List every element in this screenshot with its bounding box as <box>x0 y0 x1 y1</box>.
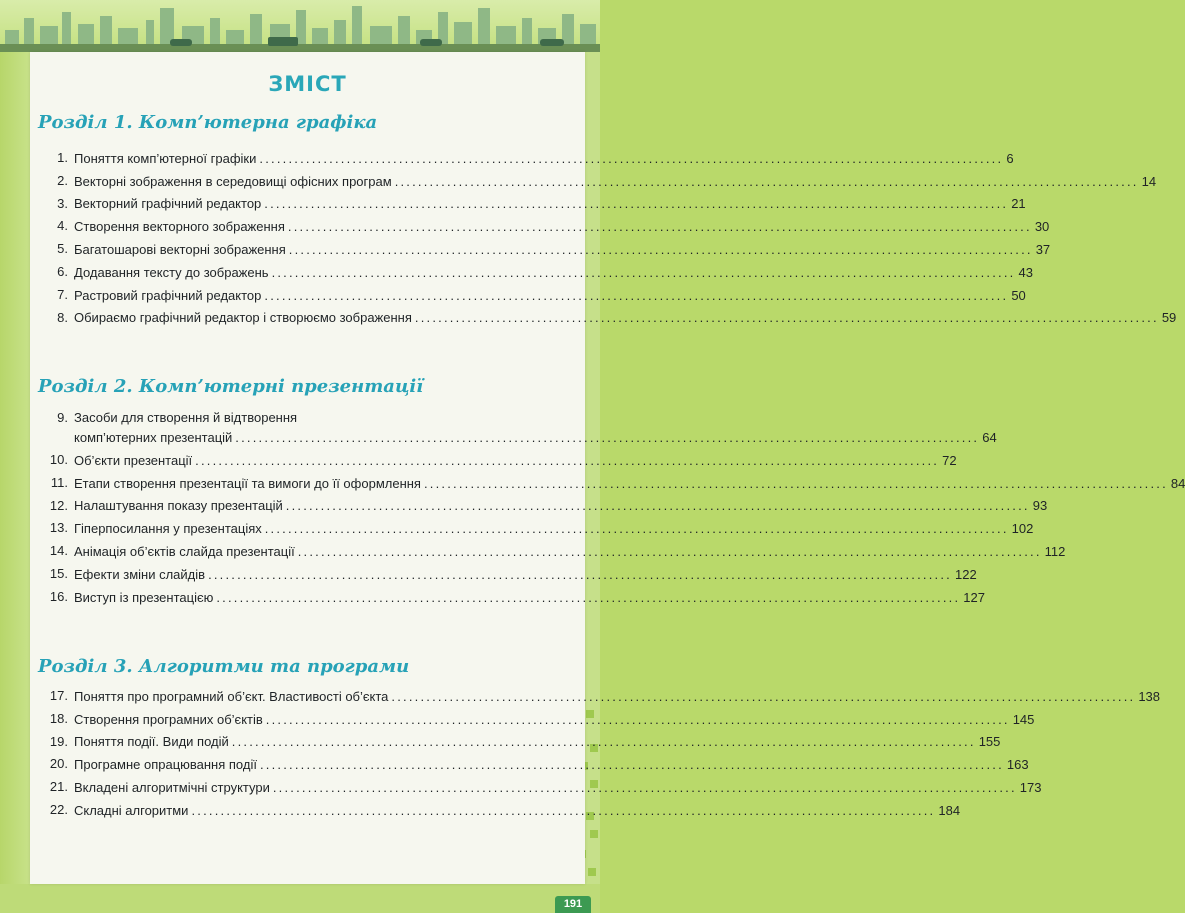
toc-entry-12[interactable] <box>44 495 1048 518</box>
entry-number: 19. <box>49 733 68 749</box>
section-1-list <box>44 147 1177 329</box>
entry-title: Етапи створення презентації та вимоги до її оформлення <box>74 475 421 491</box>
entry-title: Анімація об’єктів слайда презентації <box>74 543 295 559</box>
entry-page: 21 <box>1011 196 1026 212</box>
toc-entry-19[interactable] <box>44 731 1001 754</box>
entry-number: 10. <box>49 452 68 467</box>
entry-number: 14. <box>49 543 68 559</box>
entry-page: 93 <box>1032 498 1048 514</box>
entry-title: Створення векторного зображення <box>74 219 285 235</box>
entry-number: 7. <box>57 286 68 302</box>
entry-page: 127 <box>963 589 985 605</box>
entry-title: Гіперпосилання у презентаціях <box>74 521 262 537</box>
entry-title: Створення програмних об’єктів <box>74 711 263 727</box>
leader-dots: ................................................................................................................................ <box>259 757 1004 773</box>
entry-title: Налаштування показу презентацій <box>74 498 283 514</box>
leader-dots: ................................................................................................................................ <box>391 688 1136 704</box>
entry-page: 50 <box>1011 287 1026 303</box>
entry-number: 1. <box>57 150 68 165</box>
entry-number: 5. <box>57 241 68 257</box>
leader-dots: ................................................................................................................................ <box>423 475 1168 491</box>
entry-number: 13. <box>49 520 68 536</box>
entry-number: 18. <box>49 710 68 726</box>
entry-number: 6. <box>57 263 68 279</box>
entry-page: 59 <box>1161 310 1177 326</box>
entry-title: Багатошарові векторні зображення <box>74 241 286 257</box>
entry-title: Растровий графічний редактор <box>74 287 262 303</box>
entry-page: 122 <box>954 566 977 582</box>
entry-number: 22. <box>49 801 68 817</box>
entry-title: Векторний графічний редактор <box>74 196 262 212</box>
toc-entry-10[interactable] <box>44 449 957 472</box>
entry-page: 102 <box>1011 521 1034 537</box>
toc-entry-17[interactable] <box>44 685 1161 708</box>
leader-dots: ................................................................................................................................ <box>394 173 1139 189</box>
bottom-decorative-band <box>0 884 600 913</box>
entry-title: Поняття події. Види подій <box>74 734 229 750</box>
entry-title: комп’ютерних презентацій <box>74 430 233 445</box>
entry-number: 8. <box>57 309 68 325</box>
toc-entry-9[interactable] <box>44 407 997 449</box>
top-decorative-band <box>0 0 600 52</box>
page-title: ЗМІСТ <box>268 72 347 96</box>
entry-page: 163 <box>1006 757 1029 773</box>
entry-title: Ефекти зміни слайдів <box>74 566 206 582</box>
toc-entry-6[interactable] <box>44 261 1033 284</box>
entry-page: 173 <box>1019 779 1042 795</box>
leader-dots: ................................................................................................................................ <box>414 310 1159 326</box>
leader-dots: ................................................................................................................................ <box>264 521 1009 537</box>
page-number-badge: 191 <box>555 896 591 913</box>
toc-entry-8[interactable] <box>44 307 1177 330</box>
leader-dots: ................................................................................................................................ <box>265 711 1010 727</box>
toc-entry-5[interactable] <box>44 238 1051 261</box>
entry-number: 16. <box>49 588 68 604</box>
entry-title-line1: Засоби для створення й відтворення <box>74 410 298 425</box>
entry-number: 11. <box>50 474 68 490</box>
entry-page: 184 <box>938 802 961 818</box>
entry-number: 21. <box>49 779 68 795</box>
entry-number: 4. <box>57 218 68 234</box>
toc-entry-13[interactable] <box>44 517 1034 540</box>
city-skyline-illustration <box>0 0 600 52</box>
section-heading-3: Розділ 3. Алгоритми та програми <box>38 656 410 677</box>
entry-page: 64 <box>982 430 997 445</box>
entry-number: 17. <box>49 688 68 703</box>
entry-title: Поняття комп’ютерної графіки <box>74 150 257 166</box>
leader-dots: ................................................................................................................................ <box>235 430 980 445</box>
entry-title: Програмне опрацювання події <box>74 757 257 773</box>
toc-entry-21[interactable] <box>44 776 1042 799</box>
leader-dots: ................................................................................................................................ <box>287 219 1032 235</box>
toc-entry-1[interactable] <box>44 147 1014 170</box>
contents-page <box>30 52 1185 884</box>
leader-dots: ................................................................................................................................ <box>271 264 1016 280</box>
entry-title: Вкладені алгоритмічні структури <box>74 779 270 795</box>
toc-entry-4[interactable] <box>44 215 1050 238</box>
section-heading-2: Розділ 2. Комп’ютерні презентації <box>38 376 424 397</box>
left-margin-strip <box>0 52 30 913</box>
leader-dots: ................................................................................................................................ <box>259 150 1004 166</box>
entry-title: Векторні зображення в середовищі офісних програм <box>74 173 392 189</box>
entry-page: 84 <box>1170 475 1185 491</box>
entry-page: 14 <box>1141 173 1157 189</box>
entry-number: 12. <box>49 497 68 513</box>
leader-dots: ................................................................................................................................ <box>264 196 1009 212</box>
toc-entry-22[interactable] <box>44 799 961 822</box>
entry-page: 6 <box>1006 150 1014 166</box>
toc-entry-7[interactable] <box>44 284 1026 307</box>
entry-title: Обираємо графічний редактор і створюємо зображення <box>74 310 412 326</box>
entry-title: Виступ із презентацією <box>74 589 214 605</box>
toc-entry-3[interactable] <box>44 193 1026 216</box>
entry-number: 15. <box>49 565 68 581</box>
leader-dots: ................................................................................................................................ <box>288 241 1033 257</box>
entry-page: 30 <box>1034 219 1050 235</box>
entry-page: 145 <box>1012 711 1035 727</box>
section-heading-1: Розділ 1. Комп’ютерна графіка <box>38 112 378 133</box>
leader-dots: ................................................................................................................................ <box>216 589 961 605</box>
toc-entry-11[interactable] <box>44 472 1185 495</box>
entry-title: Складні алгоритми <box>74 802 189 818</box>
leader-dots: ................................................................................................................................ <box>264 287 1009 303</box>
leader-dots: ................................................................................................................................ <box>297 543 1042 559</box>
entry-page: 155 <box>978 734 1001 750</box>
toc-entry-2[interactable] <box>44 170 1157 193</box>
entry-title: Поняття про програмний об’єкт. Властивості об’єкта <box>74 688 389 704</box>
entry-page: 138 <box>1138 688 1161 704</box>
entry-number: 9. <box>57 410 68 425</box>
leader-dots: ................................................................................................................................ <box>195 452 940 468</box>
entry-title: Додавання тексту до зображень <box>74 264 269 280</box>
leader-dots: ................................................................................................................................ <box>231 734 976 750</box>
entry-page: 43 <box>1018 264 1033 280</box>
section-2-list <box>44 407 1185 609</box>
entry-page: 112 <box>1044 543 1066 559</box>
entry-title: Об’єкти презентації <box>74 452 193 468</box>
toc-entry-14[interactable] <box>44 540 1066 563</box>
entry-number: 3. <box>57 195 68 211</box>
toc-entry-20[interactable] <box>44 753 1029 776</box>
toc-entry-15[interactable] <box>44 563 977 586</box>
toc-entry-18[interactable] <box>44 708 1035 731</box>
leader-dots: ................................................................................................................................ <box>272 779 1017 795</box>
section-3-list <box>44 685 1161 822</box>
entry-page: 37 <box>1035 241 1051 257</box>
entry-number: 2. <box>57 172 68 188</box>
leader-dots: ................................................................................................................................ <box>285 498 1030 514</box>
leader-dots: ................................................................................................................................ <box>208 566 952 582</box>
entry-page: 72 <box>942 452 957 468</box>
entry-number: 20. <box>49 756 68 772</box>
leader-dots: ................................................................................................................................ <box>191 802 936 818</box>
toc-entry-16[interactable] <box>44 586 985 609</box>
